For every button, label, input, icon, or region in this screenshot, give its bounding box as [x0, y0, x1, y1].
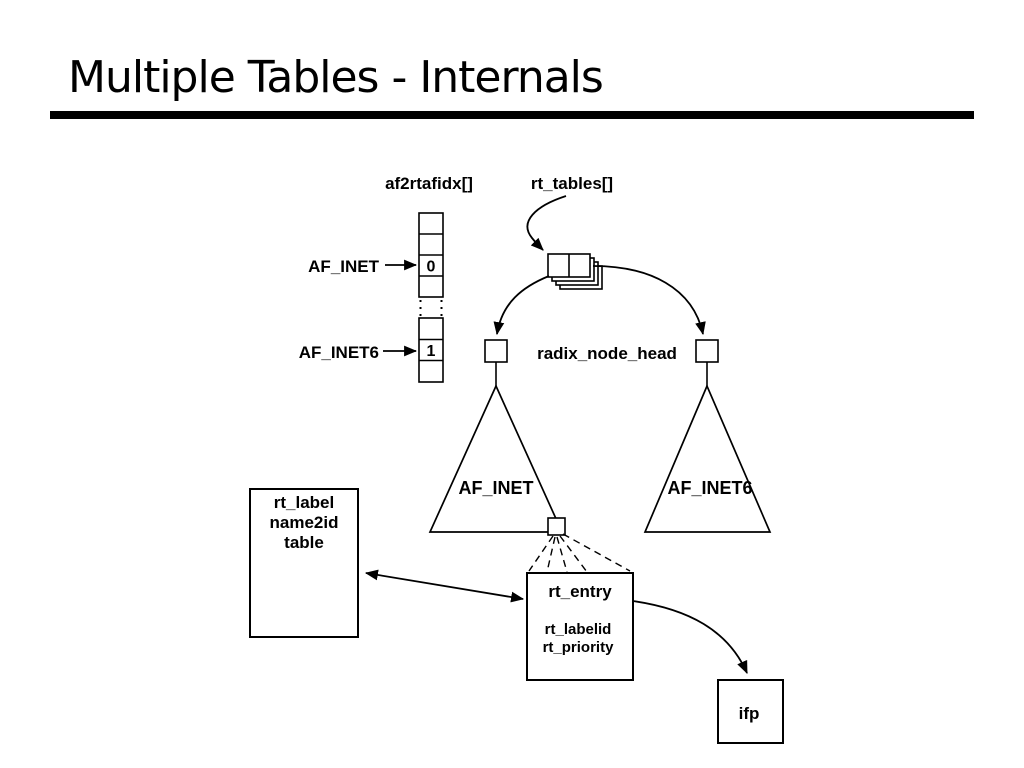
rt-label-line1: rt_label: [273, 493, 335, 512]
ifp: [718, 680, 783, 743]
rt-labelid-field: rt_labelid: [544, 621, 612, 638]
fan-dashed-line: [547, 537, 555, 572]
rt-label-table: [250, 489, 358, 637]
rt-tables-label-arrow: [527, 196, 566, 250]
array-index-0: 0: [426, 258, 436, 276]
rt-entry-to-ifp-arrow: [633, 601, 747, 673]
leaf-to-rt-entry-fan: [529, 534, 630, 572]
af-inet6-tree-triangle: [645, 386, 770, 532]
fan-dashed-line: [560, 536, 587, 572]
fan-dashed-line: [563, 534, 630, 571]
rt-label-line3: table: [284, 533, 324, 552]
array-index-1: 1: [426, 343, 436, 360]
stack-to-right-head-arrow: [593, 266, 703, 334]
af-inet-tree-triangle: [430, 386, 562, 532]
af-inet6-pointer-label: AF_INET6: [298, 343, 379, 362]
ifp-label: ifp: [738, 704, 760, 723]
page-title: Multiple Tables - Internals: [68, 52, 603, 103]
rt-label-line2: name2id: [269, 513, 339, 532]
af2rtafidx-label: af2rtafidx[]: [385, 174, 473, 193]
af-inet6-tree-label: AF_INET6: [667, 478, 753, 498]
af-inet-tree-label: AF_INET: [458, 478, 534, 498]
radix-trees: [430, 386, 770, 535]
array-pointers: [299, 257, 416, 362]
left-radix-head-box: [485, 340, 507, 362]
rt-label-rt-entry-double-arrow: [366, 573, 523, 599]
rt-tables-label: rt_tables[]: [530, 174, 614, 193]
fan-dashed-line: [557, 537, 567, 572]
rt-entry: [527, 573, 633, 680]
rt-entry-label: rt_entry: [548, 582, 612, 601]
af-inet-pointer-label: AF_INET: [308, 257, 379, 276]
fan-dashed-line: [529, 536, 553, 571]
radix-node-head-label: radix_node_head: [537, 344, 677, 363]
rt-tables-stack: [527, 174, 613, 289]
right-radix-head-box: [696, 340, 718, 362]
stack-to-left-head-arrow: [497, 276, 549, 334]
radix-node-heads: [485, 340, 718, 387]
radix-leaf-node-box: [548, 518, 565, 535]
rt-priority-field: rt_priority: [542, 639, 614, 656]
